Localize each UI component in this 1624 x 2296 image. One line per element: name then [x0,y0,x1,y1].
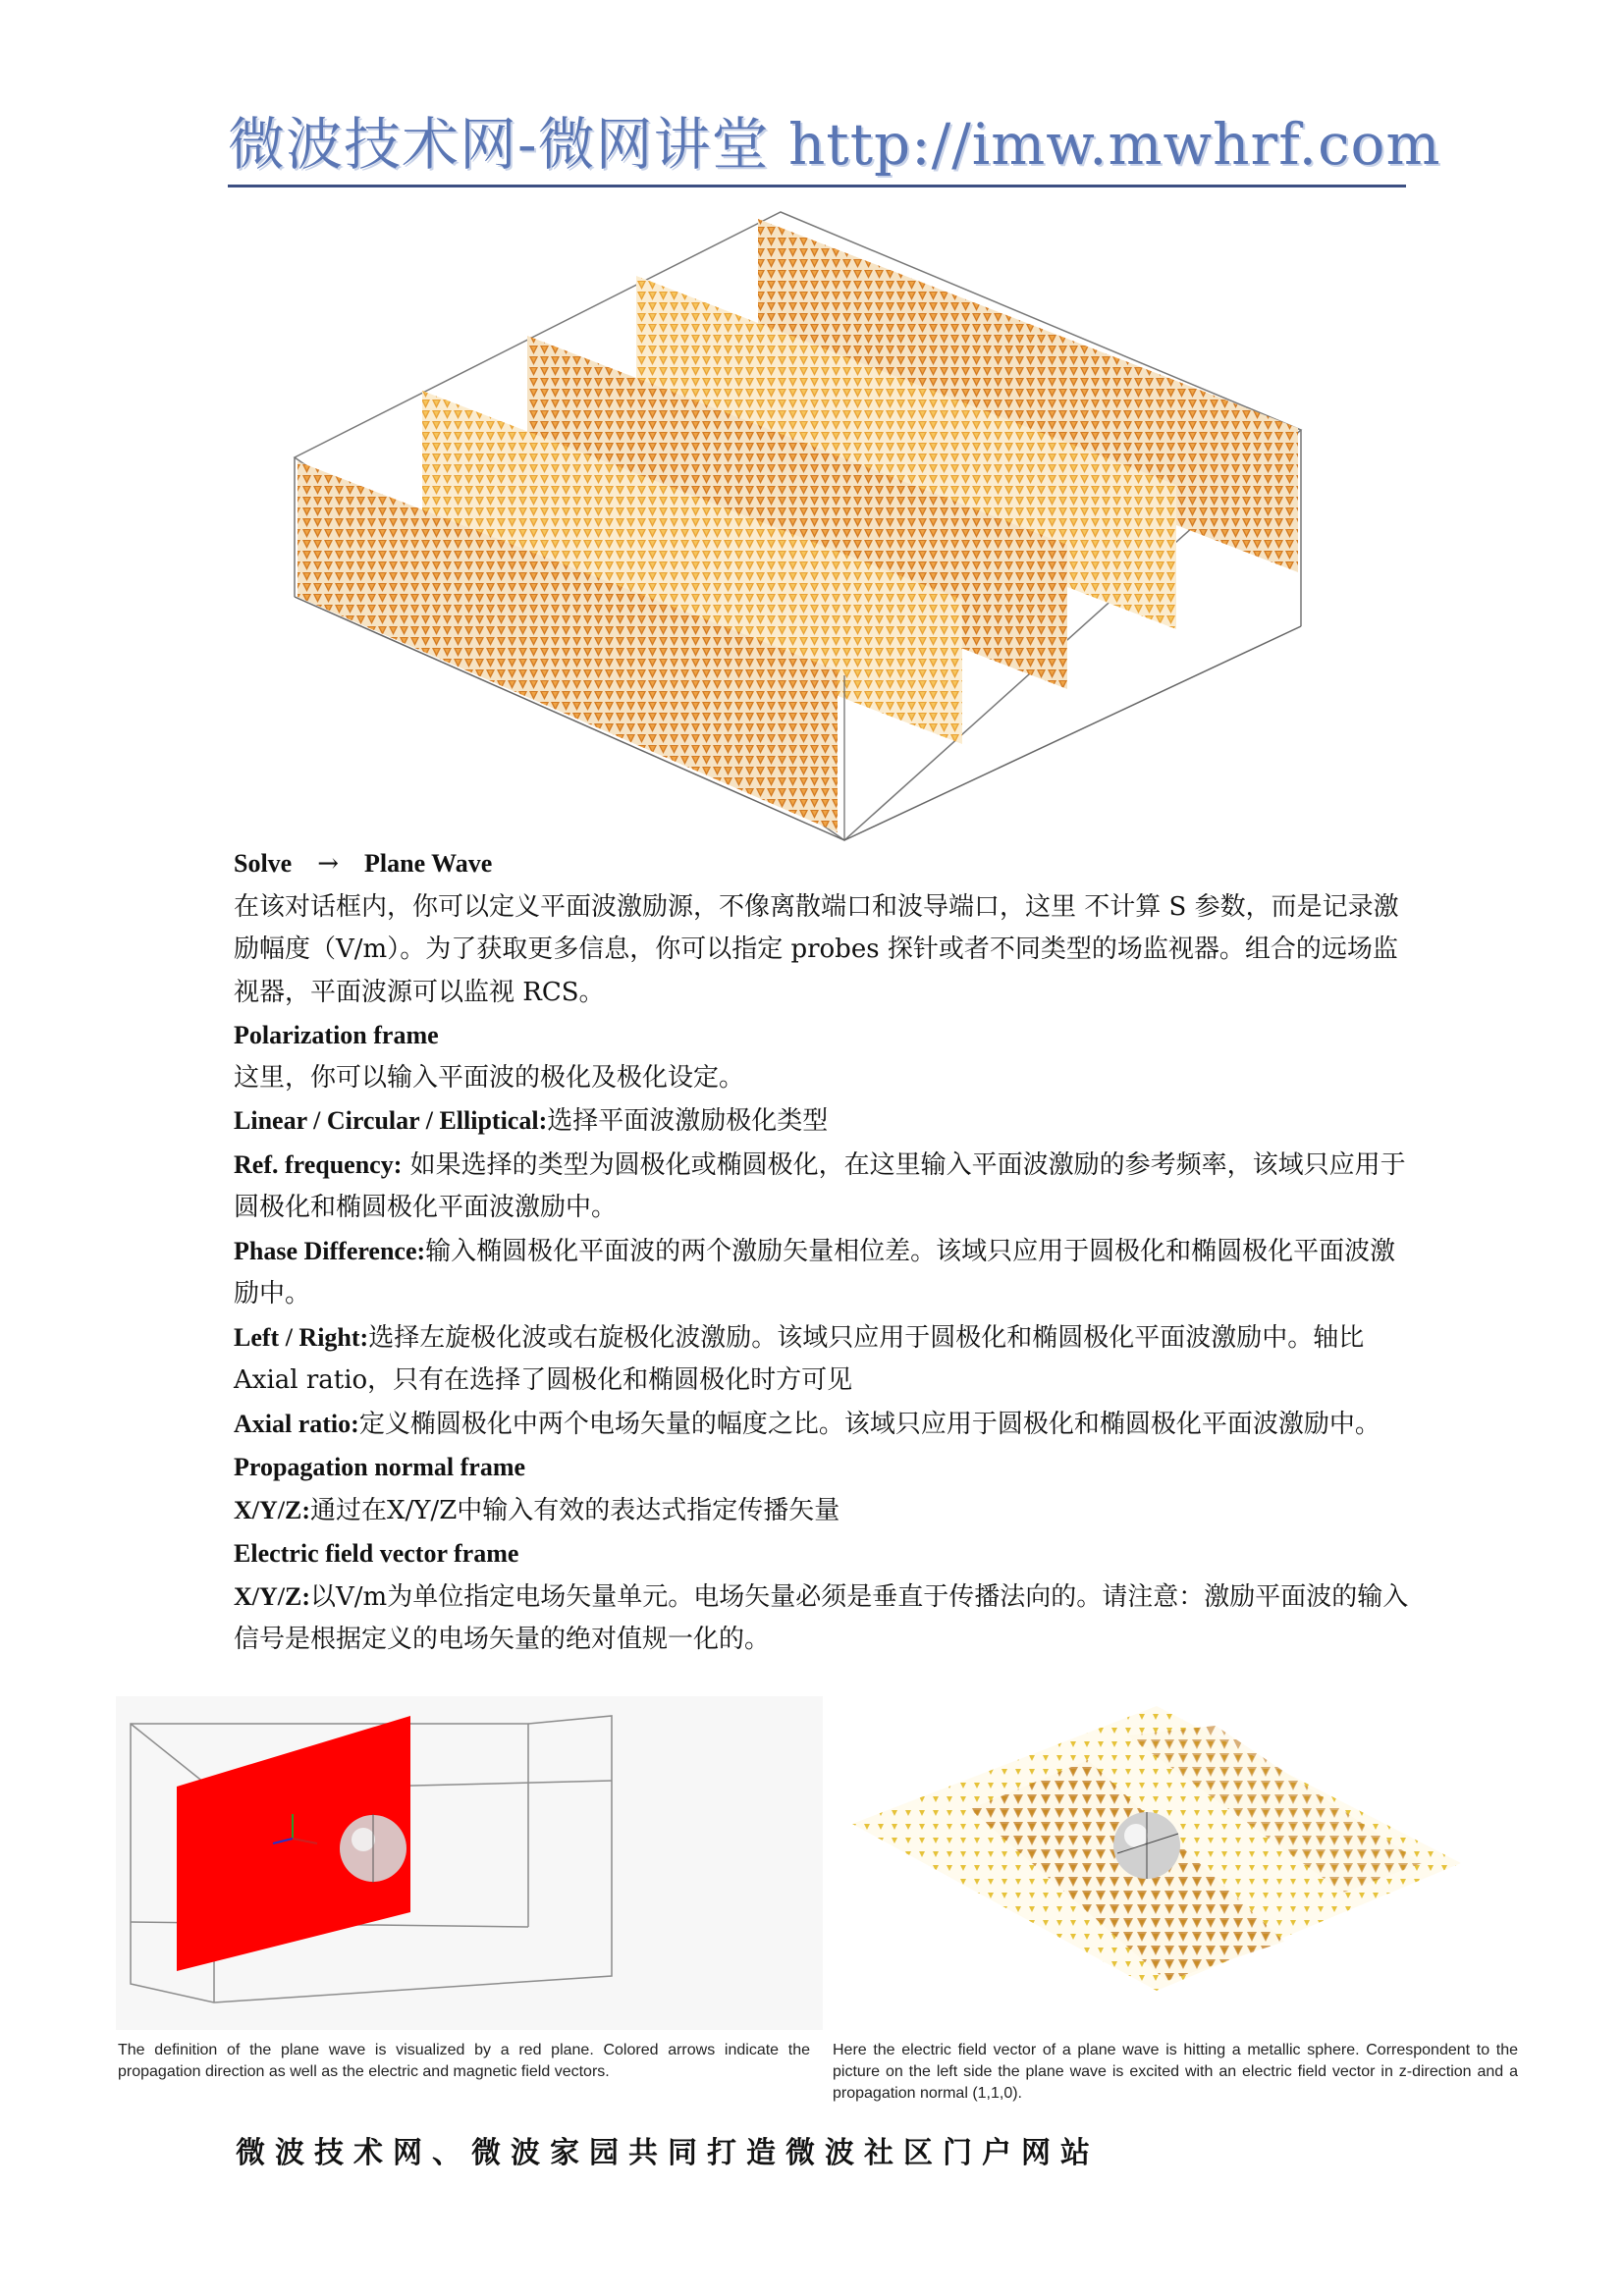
linear-line [234,1099,1412,1144]
sphere-field-figure [833,1696,1520,2102]
caption-left: The definition of the plane wave is visualized by a red plane. Colored arrows indicate the propagation direction as well as the electric and magnetic field vectors. [118,2042,810,2080]
lr-text: 选择左旋极化波或右旋极化波激励。该域只应用于圆极化和椭圆极化平面波激励中。轴比Axial ratio，只有在选择了圆极化和椭圆极化时方可见 [234,1322,1365,1395]
axial-label: Axial ratio: [234,1409,359,1438]
phase-label: Phase Difference: [234,1236,426,1265]
arrow-glyph: → [317,849,340,879]
plane-wave-3d-figure [280,204,1321,852]
lr-line [234,1316,1412,1403]
solve-line [234,842,1412,886]
red-plane-svg [116,1696,823,2030]
xyz1-text: 通过在X/Y/Z中输入有效的表达式指定传播矢量 [310,1495,840,1525]
plane-wave-3d-svg [280,204,1321,852]
plane-wave-label: Plane Wave [364,849,493,878]
xyz2-label: X/Y/Z: [234,1581,310,1611]
sphere-field-svg [833,1696,1520,2030]
axial-text: 定义椭圆极化中两个电场矢量的幅度之比。该域只应用于圆极化和椭圆极化平面波激励中。 [358,1409,1380,1439]
red-plane-figure [116,1696,823,2080]
xyz1-line [234,1489,1412,1533]
paragraph-polarization: 这里，你可以输入平面波的极化及极化设定。 [234,1062,745,1093]
ref-line [234,1144,1412,1230]
lr-label: Left / Right: [234,1322,369,1352]
linear-text: 选择平面波激励极化类型 [547,1106,829,1136]
xyz2-text: 以V/m为单位指定电场矢量单元。电场矢量必须是垂直于传播法向的。请注意：激励平面波的输入信号是根据定义的电场矢量的绝对值规一化的。 [234,1581,1409,1654]
phase-text: 输入椭圆极化平面波的两个激励矢量相位差。该域只应用于圆极化和椭圆极化平面波激励中。 [234,1236,1396,1308]
xyz2-line [234,1575,1412,1662]
ref-text: 如果选择的类型为圆极化或椭圆极化，在这里输入平面波激励的参考频率，该域只应用于圆极化和椭圆极化平面波激励中。 [234,1149,1406,1222]
paragraph-intro: 在该对话框内，你可以定义平面波激励源，不像离散端口和波导端口，这里 不计算 S 参数，而是记录激励幅度（V/m）。为了获取更多信息，你可以指定 probes 探针或者不同类型的场监视器。组合的远场监视器，平面波源可以监视 RCS。 [234,891,1399,1007]
site-title: 微波技术网-微网讲堂 http://imw.mwhrf.com [228,111,1441,178]
page-footer: 微波技术网、微波家园共同打造微波社区门户网站 [236,2136,1100,2170]
solve-label: Solve [234,849,293,878]
ref-label: Ref. frequency: [234,1149,403,1179]
caption-right: Here the electric field vector of a plane wave is hitting a metallic sphere. Correspondent to the picture on the left side the plane wave is excited with an electric field vector in z-direction and a propagation normal (1,1,0). [833,2042,1518,2102]
header-rule [228,185,1406,187]
linear-label: Linear / Circular / Elliptical: [234,1106,548,1135]
propagation-heading: Propagation normal frame [234,1453,526,1481]
polarization-heading: Polarization frame [234,1021,439,1049]
page-header [228,110,1441,192]
axial-line [234,1403,1412,1447]
phase-line [234,1230,1412,1316]
efield-heading: Electric field vector frame [234,1539,519,1568]
xyz1-label: X/Y/Z: [234,1495,310,1524]
body-text [234,842,1412,1662]
